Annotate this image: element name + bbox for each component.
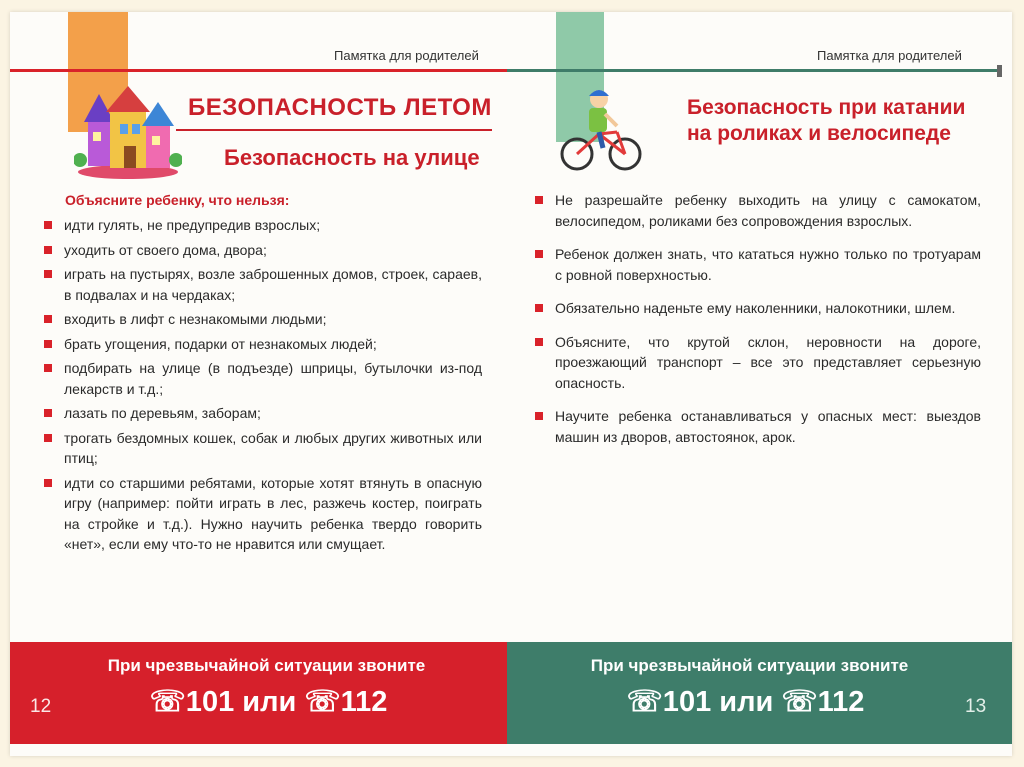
emergency-numbers-left: ☏101 или ☏112 [149,686,388,718]
bullet-marker [44,479,52,487]
header-rule-cap [997,65,1002,77]
left-bullet-list [42,215,482,559]
bullet-marker [535,196,543,204]
list-item: Обязательно наденьте ему наколенники, налокотники, шлем. [533,298,981,319]
list-item: входить в лифт с незнакомыми людьми; [42,309,482,330]
bullet-marker [535,412,543,420]
right-bullet-list [533,190,981,460]
bullet-marker [44,409,52,417]
left-page [10,12,507,756]
right-title: Безопасность при катании на роликах и велосипеде [687,96,966,145]
bullet-marker [44,221,52,229]
list-item: лазать по деревьям, заборам; [42,403,482,424]
list-item: Не разрешайте ребенку выходить на улицу с самокатом, велосипедом, роликами без сопровождения взрослых. [533,190,981,231]
bullet-marker [44,340,52,348]
left-subtitle: Безопасность на улице [224,145,480,170]
list-item: брать угощения, подарки от незнакомых людей; [42,334,482,355]
bullet-marker [535,304,543,312]
header-label-right: Памятка для родителей [817,48,962,63]
left-title: БЕЗОПАСНОСТЬ ЛЕТОМ [188,94,492,121]
footer-text-right: При чрезвычайной ситуации звоните [590,656,909,675]
bullet-marker [44,246,52,254]
emergency-footer-left [10,642,507,744]
bullet-marker [535,250,543,258]
list-item: подбирать на улице (в подъезде) шприцы, бутылочки из-под лекарств и т.д.; [42,358,482,399]
list-item: Объясните, что крутой склон, неровности на дороге, проезжающий транспорт – все это представляет серьезную опасность. [533,332,981,394]
brochure-spread [10,12,1012,756]
title-underline [176,129,492,131]
bullet-marker [44,315,52,323]
bullet-marker [44,270,52,278]
header-rule-right [507,69,997,72]
bullet-marker [44,434,52,442]
bullet-marker [535,338,543,346]
list-item: Ребенок должен знать, что кататься нужно только по тротуарам с ровной поверхностью. [533,244,981,285]
page-number-right: 13 [965,696,987,717]
list-item: идти гулять, не предупредив взрослых; [42,215,482,236]
left-intro: Объясните ребенку, что нельзя: [65,192,290,208]
header-label-left: Памятка для родителей [334,48,479,63]
right-page [507,12,1012,756]
header-rule-left [10,69,507,72]
emergency-footer-right [507,642,1012,744]
emergency-numbers-right: ☏101 или ☏112 [626,686,865,718]
page-number-left: 12 [30,696,52,717]
footer-text-left: При чрезвычайной ситуации звоните [107,656,426,675]
house-icon [74,80,182,180]
list-item: идти со старшими ребятами, которые хотят втянуть в опасную игру (например: пойти играть в лес, разжечь костер, поиграть на стройке и т.д.). Нужно научить ребенка твердо говорить «нет», если ему что-то не нравится или смущает. [42,473,482,555]
list-item: играть на пустырях, возле заброшенных домов, строек, сараев, в подвалах и на чердаках; [42,264,482,305]
bullet-marker [44,364,52,372]
list-item: уходить от своего дома, двора; [42,240,482,261]
list-item: трогать бездомных кошек, собак и любых других животных или птиц; [42,428,482,469]
cyclist-icon [559,82,643,174]
list-item: Научите ребенка останавливаться у опасных мест: выездов машин из дворов, автостоянок, арок. [533,406,981,447]
